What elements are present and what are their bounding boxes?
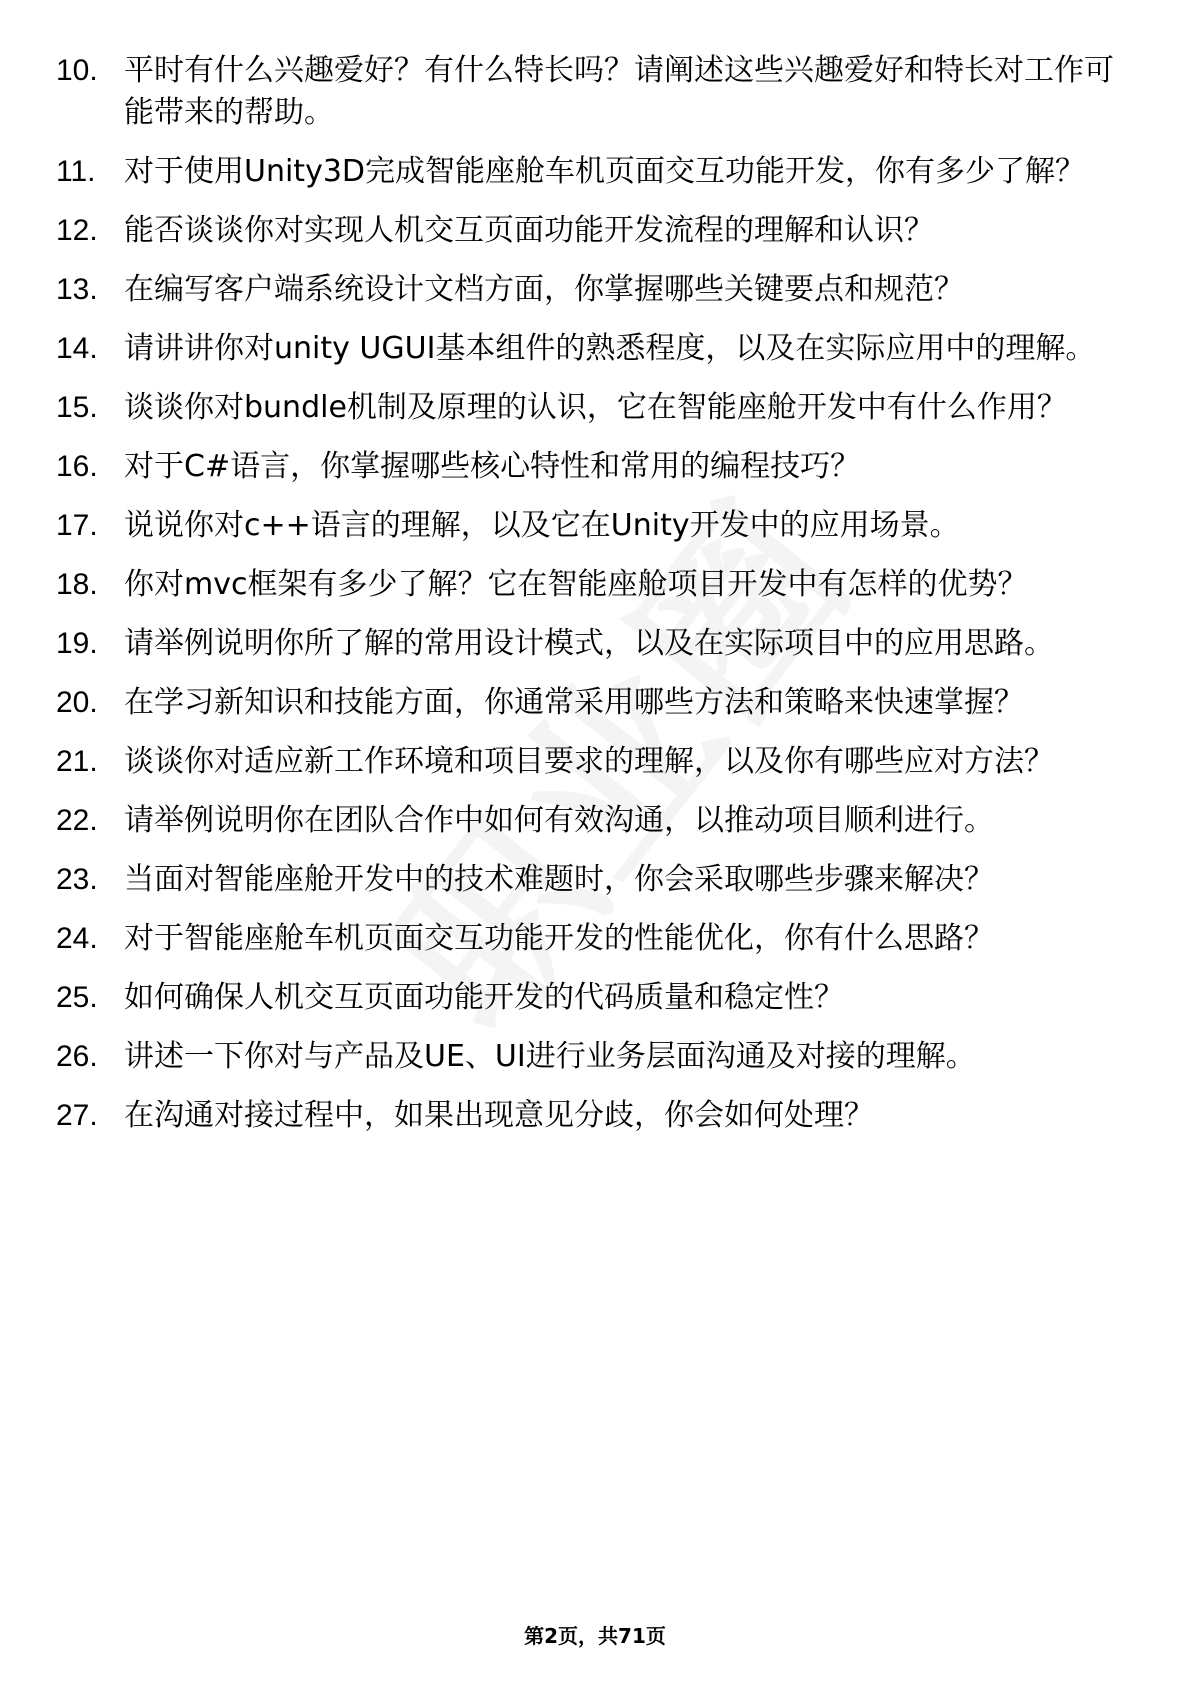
question-number: 17. — [56, 509, 98, 542]
question-number: 16. — [56, 450, 98, 483]
question-text: 在学习新知识和技能方面，你通常采用哪些方法和策略来快速掌握？ — [124, 685, 1024, 720]
question-text: 如何确保人机交互页面功能开发的代码质量和稳定性？ — [124, 980, 844, 1015]
question-text: 说说你对c++语言的理解，以及它在Unity开发中的应用场景。 — [124, 508, 960, 543]
question-number: 25. — [56, 981, 98, 1014]
question-number: 19. — [56, 627, 98, 660]
question-number: 23. — [56, 863, 98, 896]
question-text: 谈谈你对适应新工作环境和项目要求的理解，以及你有哪些应对方法？ — [124, 744, 1054, 779]
question-text: 在沟通对接过程中，如果出现意见分歧，你会如何处理？ — [124, 1098, 874, 1133]
list-item — [0, 1095, 1190, 1137]
list-item — [0, 269, 1190, 311]
question-text: 平时有什么兴趣爱好？有什么特长吗？请阐述这些兴趣爱好和特长对工作可能带来的帮助。 — [124, 53, 1114, 130]
question-text: 讲述一下你对与产品及UE、UI进行业务层面沟通及对接的理解。 — [124, 1039, 976, 1074]
question-list — [0, 50, 1190, 1154]
list-item — [0, 505, 1190, 547]
question-text: 请举例说明你所了解的常用设计模式，以及在实际项目中的应用思路。 — [124, 626, 1054, 661]
question-number: 21. — [56, 745, 98, 778]
question-number: 24. — [56, 922, 98, 955]
list-item — [0, 564, 1190, 606]
list-item — [0, 50, 1190, 134]
question-number: 27. — [56, 1099, 98, 1132]
list-item — [0, 977, 1190, 1019]
question-number: 15. — [56, 391, 98, 424]
question-number: 10. — [56, 54, 98, 87]
question-number: 22. — [56, 804, 98, 837]
list-item — [0, 859, 1190, 901]
page-number: 第2页，共71页 — [524, 1624, 666, 1648]
list-item — [0, 151, 1190, 193]
question-text: 你对mvc框架有多少了解？它在智能座舱项目开发中有怎样的优势？ — [124, 567, 1028, 602]
list-item — [0, 446, 1190, 488]
list-item — [0, 682, 1190, 724]
list-item — [0, 328, 1190, 370]
list-item — [0, 1036, 1190, 1078]
question-number: 26. — [56, 1040, 98, 1073]
list-item — [0, 210, 1190, 252]
question-text: 对于C#语言，你掌握哪些核心特性和常用的编程技巧？ — [124, 449, 861, 484]
question-text: 对于智能座舱车机页面交互功能开发的性能优化，你有什么思路？ — [124, 921, 994, 956]
question-text: 请讲讲你对unity UGUI基本组件的熟悉程度，以及在实际应用中的理解。 — [124, 331, 1096, 366]
question-text: 能否谈谈你对实现人机交互页面功能开发流程的理解和认识？ — [124, 213, 934, 248]
list-item — [0, 741, 1190, 783]
question-number: 13. — [56, 273, 98, 306]
question-text: 当面对智能座舱开发中的技术难题时，你会采取哪些步骤来解决？ — [124, 862, 994, 897]
list-item — [0, 918, 1190, 960]
list-item — [0, 800, 1190, 842]
question-text: 在编写客户端系统设计文档方面，你掌握哪些关键要点和规范？ — [124, 272, 964, 307]
question-text: 对于使用Unity3D完成智能座舱车机页面交互功能开发，你有多少了解？ — [124, 154, 1086, 189]
list-item — [0, 387, 1190, 429]
question-number: 12. — [56, 214, 98, 247]
question-text: 请举例说明你在团队合作中如何有效沟通，以推动项目顺利进行。 — [124, 803, 994, 838]
question-number: 11. — [56, 155, 96, 188]
question-number: 14. — [56, 332, 98, 365]
question-number: 20. — [56, 686, 98, 719]
question-text: 谈谈你对bundle机制及原理的认识，它在智能座舱开发中有什么作用？ — [124, 390, 1067, 425]
list-item — [0, 623, 1190, 665]
question-number: 18. — [56, 568, 98, 601]
